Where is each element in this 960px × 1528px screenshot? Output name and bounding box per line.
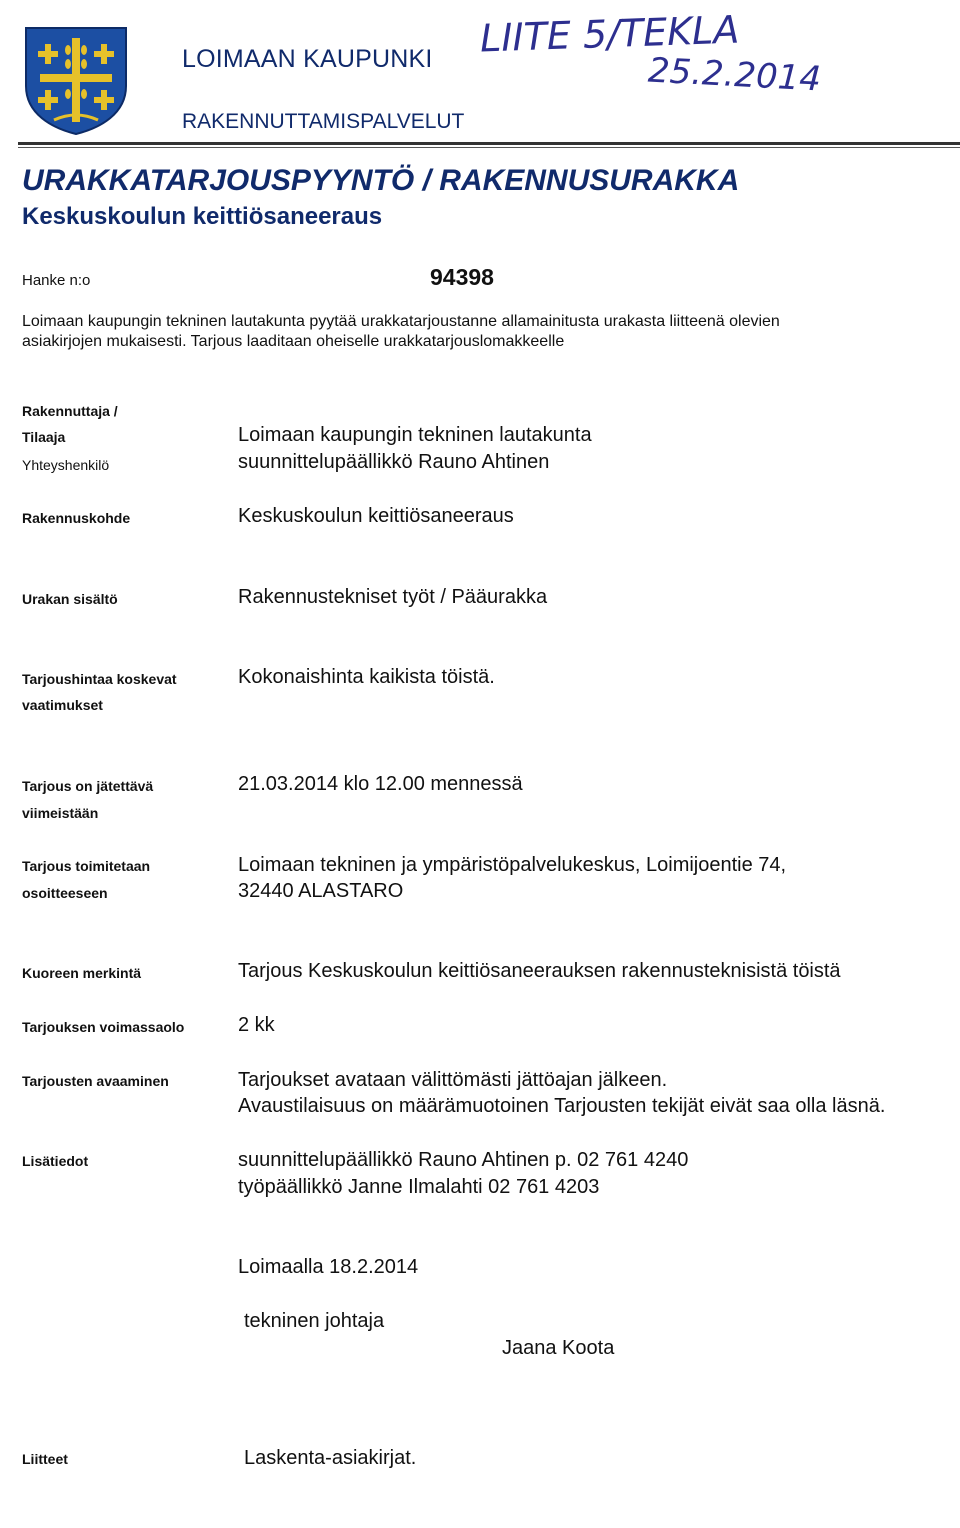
envelope-marking-label: Kuoreen merkintä — [22, 965, 142, 981]
envelope-marking-value: Tarjous Keskuskoulun keittiösaneerauksen rakennusteknisistä töistä — [238, 960, 841, 982]
document-subtitle: Keskuskoulun keittiösaneeraus — [22, 203, 383, 230]
organization-name: LOIMAAN KAUPUNKI — [182, 45, 433, 73]
builder-label-line-1: Rakennuttaja / — [22, 403, 118, 419]
contract-content-value: Rakennustekniset työt / Pääurakka — [238, 586, 548, 608]
delivery-address-line-1: Loimaan tekninen ja ympäristöpalvelukeskus, Loimijoentie 74, — [238, 854, 787, 876]
document-title: URAKKATARJOUSPYYNTÖ / RAKENNUSURAKKA — [22, 164, 740, 197]
price-requirements-value: Kokonaishinta kaikista töistä. — [238, 666, 495, 688]
deadline-label-line-1: Tarjous on jätettävä — [22, 778, 154, 794]
intro-line-2: asiakirjojen mukaisesti. Tarjous laaditaan oheiselle urakkatarjouslomakkeelle — [22, 333, 565, 350]
validity-label: Tarjouksen voimassaolo — [22, 1019, 185, 1035]
builder-label-line-2: Tilaaja — [22, 429, 66, 445]
signer-name: Jaana Koota — [502, 1337, 615, 1359]
builder-value: Loimaan kaupungin tekninen lautakunta — [238, 424, 592, 446]
delivery-address-label-line-1: Tarjous toimitetaan — [22, 858, 151, 874]
contact-value: suunnittelupäällikkö Rauno Ahtinen — [238, 451, 550, 473]
handwritten-attachment-note: LIITE 5/TEKLA — [479, 7, 740, 61]
site-value: Keskuskoulun keittiösaneeraus — [238, 505, 514, 527]
attachments-value: Laskenta-asiakirjat. — [244, 1447, 417, 1469]
contract-content-label: Urakan sisältö — [22, 591, 118, 607]
intro-paragraph — [22, 312, 922, 352]
additional-info-line-1: suunnittelupäällikkö Rauno Ahtinen p. 02 761 4240 — [238, 1149, 689, 1171]
department-name: RAKENNUTTAMISPALVELUT — [182, 110, 465, 133]
delivery-address-label-line-2: osoitteeseen — [22, 885, 108, 901]
delivery-address-line-2: 32440 ALASTARO — [238, 880, 404, 902]
header-divider — [18, 142, 960, 145]
additional-info-label: Lisätiedot — [22, 1153, 89, 1169]
handwritten-date-note: 25.2.2014 — [647, 50, 822, 100]
place-and-date: Loimaalla 18.2.2014 — [238, 1256, 419, 1278]
project-number-value: 94398 — [430, 264, 494, 290]
header-divider-thin — [18, 147, 960, 148]
deadline-value: 21.03.2014 klo 12.00 mennessä — [238, 773, 523, 795]
signer-role: tekninen johtaja — [244, 1310, 385, 1332]
price-requirements-label-line-2: vaatimukset — [22, 697, 103, 713]
validity-value: 2 kk — [238, 1014, 275, 1036]
deadline-label-line-2: viimeistään — [22, 805, 99, 821]
opening-value-line-1: Tarjoukset avataan välittömästi jättöajan jälkeen. — [238, 1069, 668, 1091]
additional-info-line-2: työpäällikkö Janne Ilmalahti 02 761 4203 — [238, 1176, 600, 1198]
city-coat-of-arms-icon — [20, 24, 132, 136]
site-label: Rakennuskohde — [22, 510, 131, 526]
price-requirements-label-line-1: Tarjoushintaa koskevat — [22, 671, 177, 687]
opening-value-line-2: Avaustilaisuus on määrämuotoinen Tarjousten tekijät eivät saa olla läsnä. — [238, 1095, 886, 1117]
attachments-label: Liitteet — [22, 1451, 68, 1467]
intro-line-1: Loimaan kaupungin tekninen lautakunta pyytää urakkatarjoustanne allamainitusta urakasta liitteenä olevien — [22, 313, 780, 330]
opening-label: Tarjousten avaaminen — [22, 1073, 169, 1089]
contact-label: Yhteyshenkilö — [22, 457, 110, 473]
project-number-label: Hanke n:o — [22, 272, 91, 289]
